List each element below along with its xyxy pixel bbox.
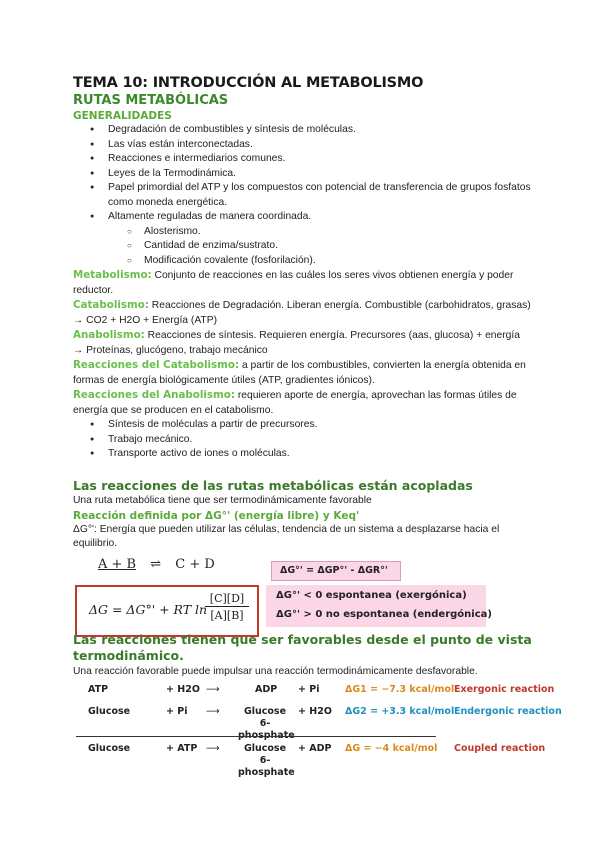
- list-item: ● Papel primordial del ATP y los compuestos con potencial de transferencia de grupos fosfatos como moneda energética.: [73, 181, 533, 210]
- product-c: Glucose 6-: [243, 706, 287, 729]
- reactants: A + B: [98, 557, 137, 572]
- definition-text: Conjunto de reacciones en las cuáles los seres vivos obtienen energía y poder reductor.: [73, 270, 514, 296]
- list-item: ● Altamente reguladas de manera coordinada.: [73, 210, 533, 225]
- list-item: ● Reacciones e intermediarios comunes.: [73, 152, 533, 167]
- delta-g: ΔG2 = +3.3 kcal/mol: [345, 706, 455, 717]
- definition-anabolismo: [73, 328, 533, 358]
- definition-reacciones-catabolismo: [73, 358, 533, 388]
- table-row: [88, 743, 546, 778]
- term-anabolismo: Anabolismo:: [73, 329, 145, 341]
- dg-criteria-box: [266, 585, 492, 627]
- arrow-icon: ⟶: [206, 684, 220, 695]
- reactant-b: + Pi: [166, 706, 188, 717]
- term-reacciones-anabolismo: Reacciones del Anabolismo:: [73, 389, 235, 401]
- page-title: TEMA 10: INTRODUCCIÓN AL METABOLISMO: [73, 75, 424, 91]
- product-d: + Pi: [298, 684, 320, 695]
- definition-text: Reacciones de síntesis. Requieren energía. Precursores (aas, glucosa) + energía → Proteínas, glucógeno, trabajo mecánico: [73, 330, 520, 356]
- table-row: [88, 706, 562, 734]
- reactant-b: + H2O: [166, 684, 200, 695]
- list-item: ● Leyes de la Termodinámica.: [73, 167, 533, 182]
- anabolismo-list: [73, 418, 533, 462]
- arrow-icon: ⟶: [206, 743, 220, 754]
- product-d: + ADP: [298, 743, 332, 754]
- list-item: ● Trabajo mecánico.: [73, 433, 533, 448]
- product-c: ADP: [255, 684, 278, 695]
- arrow-icon: ⟶: [206, 706, 220, 717]
- sub-list-item: ○ Cantidad de enzima/sustrato.: [73, 239, 533, 254]
- section-acopladas: [73, 478, 533, 552]
- list-item: ● Degradación de combustibles y síntesis de moléculas.: [73, 123, 533, 138]
- section-heading-rutas: RUTAS METABÓLICAS: [73, 93, 229, 108]
- subheading-generalidades: GENERALIDADES: [73, 110, 172, 122]
- product-c: Glucose 6-phosphate: [238, 743, 295, 778]
- document-page: [73, 74, 533, 462]
- gibbs-equation-box: [75, 585, 259, 637]
- definition-text: requieren aporte de energía, aprovechan las formas útiles de energía que se producen en el catabolismo.: [73, 390, 517, 416]
- equation-lhs: ΔG = ΔG°' + RT ln: [89, 602, 208, 617]
- reactant-b: + ATP: [166, 743, 198, 754]
- dg-positive: ΔG°' > 0 no espontanea (endergónica): [276, 609, 492, 620]
- products: C + D: [175, 557, 215, 572]
- definition-text: Reacciones de Degradación. Liberan energía. Combustible (carbohidratos, grasas) → CO2 + H2O + Energía (ATP): [73, 300, 531, 326]
- generalidades-list: [73, 123, 533, 268]
- table-row: [88, 684, 555, 698]
- equation-numerator: [C][D]: [205, 592, 249, 607]
- reactant-a: Glucose: [88, 743, 131, 754]
- definition-catabolismo: [73, 298, 533, 328]
- product-d: + H2O: [298, 706, 332, 717]
- term-catabolismo: Catabolismo:: [73, 299, 149, 311]
- equilibrium-arrow-icon: ⇌: [150, 557, 162, 572]
- section-heading-favorables: Las reacciones tienen que ser favorables desde el punto de vista termodinámico.: [73, 632, 532, 663]
- term-metabolismo: Metabolismo:: [73, 269, 152, 281]
- reactant-a: Glucose: [88, 706, 131, 717]
- section-intro: Una ruta metabólica tiene que ser termodinámicamente favorable: [73, 495, 372, 506]
- reaction-type: Exergonic reaction: [454, 684, 555, 695]
- divider: [76, 736, 436, 737]
- section-favorables: [73, 632, 533, 680]
- dg-formula-box: [271, 561, 401, 581]
- equation-fraction: [205, 592, 249, 622]
- definition-reacciones-anabolismo: [73, 388, 533, 418]
- definition-metabolismo: [73, 268, 533, 298]
- reaction-equilibrium: [98, 557, 215, 572]
- list-item: ● Síntesis de moléculas a partir de precursores.: [73, 418, 533, 433]
- reaction-type: Endergonic reaction: [454, 706, 562, 717]
- list-item: ● Las vías están interconectadas.: [73, 138, 533, 153]
- dg-definition: ΔG°': Energía que pueden utilizar las células, tendencia de un sistema a desplazarse hacia el equilibrio.: [73, 523, 500, 549]
- sub-list-item: ○ Alosterismo.: [73, 225, 533, 240]
- definition-text: a partir de los combustibles, convierten la energía obtenida en formas de energía biológicamente útiles (ATP, gradientes iónicos).: [73, 360, 526, 386]
- reactant-a: ATP: [88, 684, 109, 695]
- list-item: ● Transporte activo de iones o moléculas.: [73, 447, 533, 462]
- subheading-reaccion: Reacción definida por ΔG°' (energía libre) y Keq': [73, 509, 360, 522]
- reaction-type: Coupled reaction: [454, 743, 546, 754]
- section3-intro: Una reacción favorable puede impulsar una reacción termodinámicamente desfavorable.: [73, 666, 478, 677]
- delta-g: ΔG1 = −7.3 kcal/mol: [345, 684, 455, 695]
- equation-denominator: [A][B]: [210, 609, 244, 622]
- section-heading-acopladas: Las reacciones de las rutas metabólicas están acopladas: [73, 478, 473, 493]
- delta-g: ΔG = −4 kcal/mol: [345, 743, 438, 754]
- term-reacciones-catabolismo: Reacciones del Catabolismo:: [73, 359, 240, 371]
- sub-list-item: ○ Modificación covalente (fosforilación).: [73, 254, 533, 269]
- dg-formula: ΔG°' = ΔGP°' - ΔGR°': [280, 565, 388, 576]
- dg-negative: ΔG°' < 0 espontanea (exergónica): [276, 590, 467, 601]
